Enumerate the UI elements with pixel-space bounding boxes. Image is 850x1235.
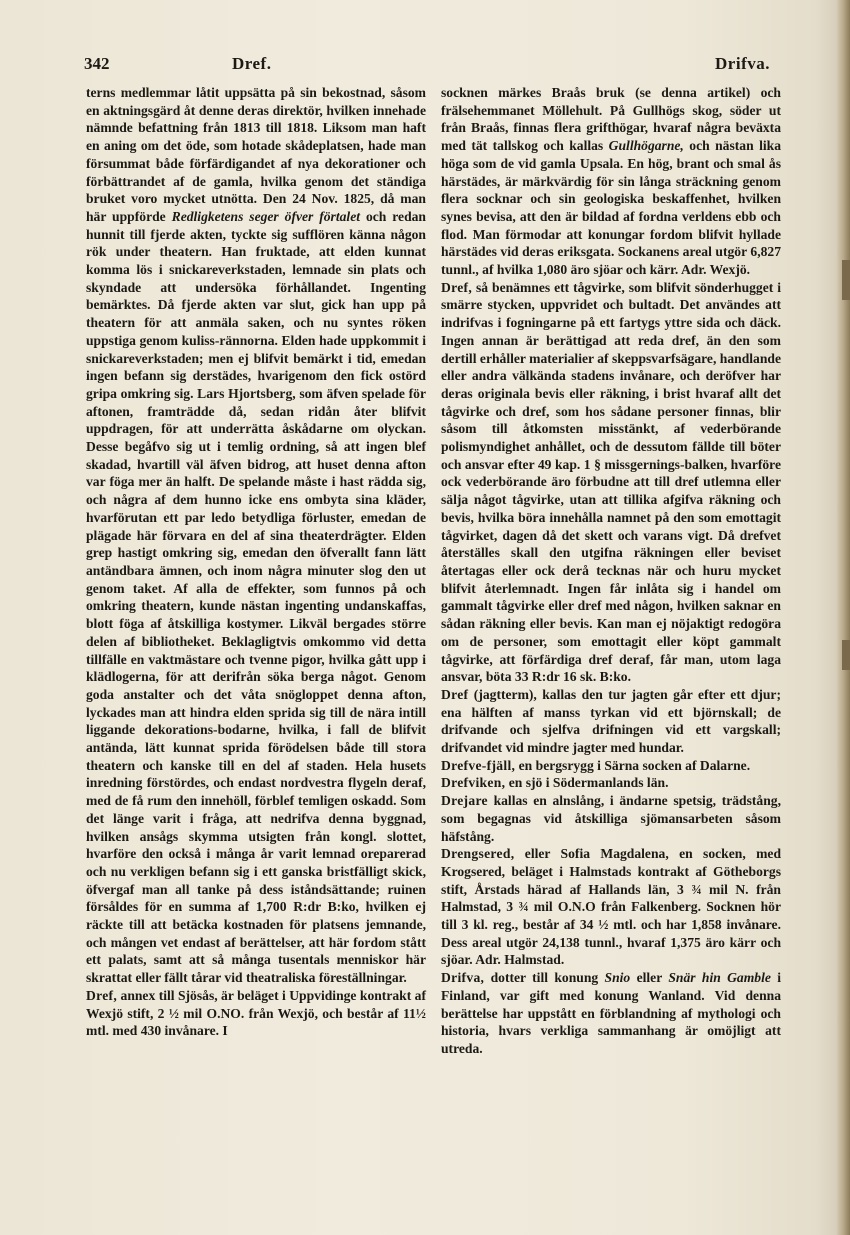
entry-text: annex till Sjösås, är beläget i Uppvidinge kontrakt af Wexjö stift, 2 ½ mil O.NO. från Wexjö, och består af 11½ mtl. med 430 invånare. I xyxy=(86,987,426,1039)
entry-text: i Finland, var gift med konung Wanland. Vid denna berättelse har uppstått en förblandning af mythologi och historia, hvars verkliga sammanhang är omöjligt att utreda. xyxy=(441,970,782,1056)
entry-text: en bergsrygg i Särna socken af Dalarne. xyxy=(518,757,751,773)
person-name: Snio xyxy=(604,970,631,986)
entry-headword: Drefviken, xyxy=(441,775,506,791)
person-name: Snär hin Gamble xyxy=(668,970,771,986)
text-run: och nästan lika höga som de vid gamla Upsala. En hög, brant och smal ås härstädes, är märkvärdig för sin långa sträckning genom flera socknar och sin geologiska beskaffenhet, hvilken synes bevisa, att den är bildad af fordna verldens ebb och flod. Man förmodar att konungar fordom blifvit hyllade härstädes vid deras eriksgata. Sockanens areal utgör 6,827 tunnl., af hvilka 1,080 äro sjöar och kärr. Adr. Wexjö. xyxy=(441,138,781,278)
entry-dref-annex xyxy=(86,987,426,1040)
entry-text: (jagtterm), kallas den tur jagten går efter ett djur; ena hälften af manss tyrkan vid ett björnskall; de drifvande och sjelfva drifningen vid ett vargskall; drifvandet vid mindre jagter med hundar. xyxy=(441,686,781,756)
text-run: terns medlemmar låtit uppsätta på sin bekostnad, såsom en aktningsgärd åt denne deras direktör, hvilken innehade nämnde befattning från 1813 till 1818. Liksom man haft en aning om det öde, som hotade skådeplatsen, hade man försummat både förfärdigandet af nya dekorationer och förbättrandet af de gamla, hvilka genom det ständiga bruket voro mycket utnötta. Den 24 Nov. 1825, då man här uppförde xyxy=(86,85,426,224)
page-edge-tab xyxy=(842,260,850,300)
text-run: och redan hunnit till fjerde akten, tyckte sig sufflören känna någon rök under theatern. Han fruktade, att elden kunnat komma lös i snickareverkstaden, lemnade sin plats och skyndade att undersöka förhållandet. Ingenting bemärktes. Då fjerde akten var slut, gick han upp på theatern för att anmäla saken, och nu syntes röken uppstiga genom kuliss-rännorna. Elden hade uppkommit i snickareverkstaden; men ej blifvit bemärkt i tid, emedan ingen befann sig derstädes, hvarigenom den fick ostörd gripa omkring sig. Lars Hjortsberg, som äfven spelade för aftonen, framträdde då, sedan ridån åter blifvit uppdragen, för att underrätta åskådarne om olyckan. Desse begåfvo sig ut i temlig ordning, så att ingen blef skadad, hvartill väl äfven bidrog, att huset denna afton var föga mer än halft. De spelande måste i hast rädda sig, och några af dem hunno icke ens ombyta sina kläder, hvarförutan ett par ledo betydliga förluster, emedan de plägade här förvara en del af sina theaterdrägter. Elden grep hastigt omkring sig, emedan den öfverallt fann lätt antändbara ämnen, och inom några minuter slog den ut genom taket. Af alla de effekter, som funnos på och omkring theatern, kunde nästan ingenting undanskaffas, blott föga af åtskilliga kostymer. Likväl bergades större delen af bibliotheket. Beklagligtvis omkommo vid detta tillfälle en vaktmästare och tvenne pigor, hvilka gått upp i klädlogerna, för att derifrån söka berga något. Genom goda anstalter och det våta snögloppet denna afton, lyckades man att hindra elden sprida sig till de nära intill liggande dekorations-bodarne, hvilka, i fall de blifvit antända, lätt kunnat sprida förödelsen både till stora theatern och kanske till en del af staden. Hela husets inredning förstördes, och endast nordvestra flygeln deraf, med de få rum den innehöll, förblef temligen oskadd. Som det länge varit i fråga, att nedrifva denna byggnad, hvilken ansågs skymma utsigten från kongl. slottet, hvarföre den också i många år varit lemnad oreparerad och nu verkligen befann sig i ett ganska bristfälligt skick, öfvergaf man all tanke på dess iståndsättande; ruinen försåldes för en summa af 1,700 R:dr B:ko, hvilken ej räckte till att betäcka kostnaden för platsens jemnande, och mången vet endast af berättelser, att här fordom stått ett palats, samt att så många tusentals menniskor här skrattat eller fällt tårar vid theatraliska föreställningar. xyxy=(86,208,426,986)
entry-drejare xyxy=(441,792,781,845)
place-name: Gullhögarne, xyxy=(608,138,684,154)
play-title: Redligketens seger öfver förtalet xyxy=(171,208,361,224)
entry-text: så benämnes ett tågvirke, som blifvit sönderhugget i smärre stycken, uppvridet och bultadt. Det användes att indrifvas i fogningarne på ett fartygs yttre sida och däck. Ingen annan är berättigad att reda dref, än den som dertill erhåller materialier af skeppsvarfsägare, handlande eller andra välkända stadens invånare, och deröfver har deras originala bevis eller räkning, i brist hvaraf allt det tågvirke och dref, som hos sådane personer finnas, blir såsom till åtkomsten misstänkt, af vederbörande polismyndighet anhållet, och de dessutom fällde till böter och ansvar efter 49 kap. 1 § missgernings-balken, hvarföre ock vederbörande äro förbudne att till dref utlemna eller sälja något tågvirke, utan att tillika afgifva räkning och bevis, hvilka böra innehålla namnet på den som emottagit tågvirket, dagen då det skett och varans vigt. Då drefvet återställes skall den utgifna räkningen eller beviset återtagas eller ock derå tecknas när och huru mycket blifvit återlemnadt. Ingen får inlåta sig i handel om gammalt tågvirke eller dref med någon, hvilken saknar en sådan räkning eller bevis. Kan man ej nöjaktigt redogöra om de personer, som emottagit eller köpt gammalt tågvirke, att förfärdiga dref deraf, får man, utom laga ansvar, böta 33 R:dr 16 sk. B:ko. xyxy=(441,279,781,685)
right-column xyxy=(441,84,781,1058)
entry-dref-continued xyxy=(441,84,781,279)
entry-drefviken xyxy=(441,774,781,792)
entry-headword: Drifva, xyxy=(441,970,485,986)
entry-headword: Drengsered, xyxy=(441,846,515,862)
entry-dref-jagtterm xyxy=(441,686,781,757)
entry-drefve-fjall xyxy=(441,757,781,775)
entry-headword: Dref, xyxy=(441,279,473,295)
entry-headword: Drefve-fjäll, xyxy=(441,757,516,773)
text-run: socknen märkes Braås bruk (se denna artikel) och frälsehemmanet Möllehult. På Gullhögs skog, söder ut från Braås, finnas flera grifthögar, hvaraf några beväxta med tät tallskog och kallas xyxy=(441,85,781,154)
entry-text: en sjö i Södermanlands län. xyxy=(508,775,669,791)
entry-headword: Dref, xyxy=(86,987,118,1003)
entry-text: eller xyxy=(636,970,662,986)
theatre-fire-paragraph xyxy=(86,84,426,987)
page-edge-shadow xyxy=(836,0,850,1235)
entry-text: dotter till konung xyxy=(490,970,599,986)
entry-headword: Drejare xyxy=(441,793,488,809)
entry-text: kallas en alnslång, i ändarne spetsig, trädstång, som begagnas vid åtskilliga sjömansarbeten såsom häfstång. xyxy=(441,793,781,844)
left-headword: Dref. xyxy=(232,54,272,73)
page-edge-tab xyxy=(842,640,850,670)
right-headword: Drifva. xyxy=(715,54,770,73)
left-column xyxy=(86,84,426,1040)
entry-headword: Dref xyxy=(441,686,469,702)
running-header xyxy=(84,54,770,78)
entry-drifva xyxy=(441,969,781,1058)
entry-dref-tagvirke xyxy=(441,279,781,686)
entry-text: eller Sofia Magdalena, en socken, med Krogsered, beläget i Halmstads kontrakt af Götheborgs stift, Årstads härad af Hallands län, 3 ¾ mil N. från Halmstad, 3 ¾ mil O.N.O från Falkenberg. Socknen hör till 3 kl. reg., består af 34 ½ mtl. och har 1,858 invånare. Dess areal utgör 24,138 tunnl., hvaraf 1,375 äro kärr och sjöar. Adr. Halmstad. xyxy=(441,846,782,968)
entry-drengsered xyxy=(441,845,781,969)
page-number: 342 xyxy=(84,54,110,73)
